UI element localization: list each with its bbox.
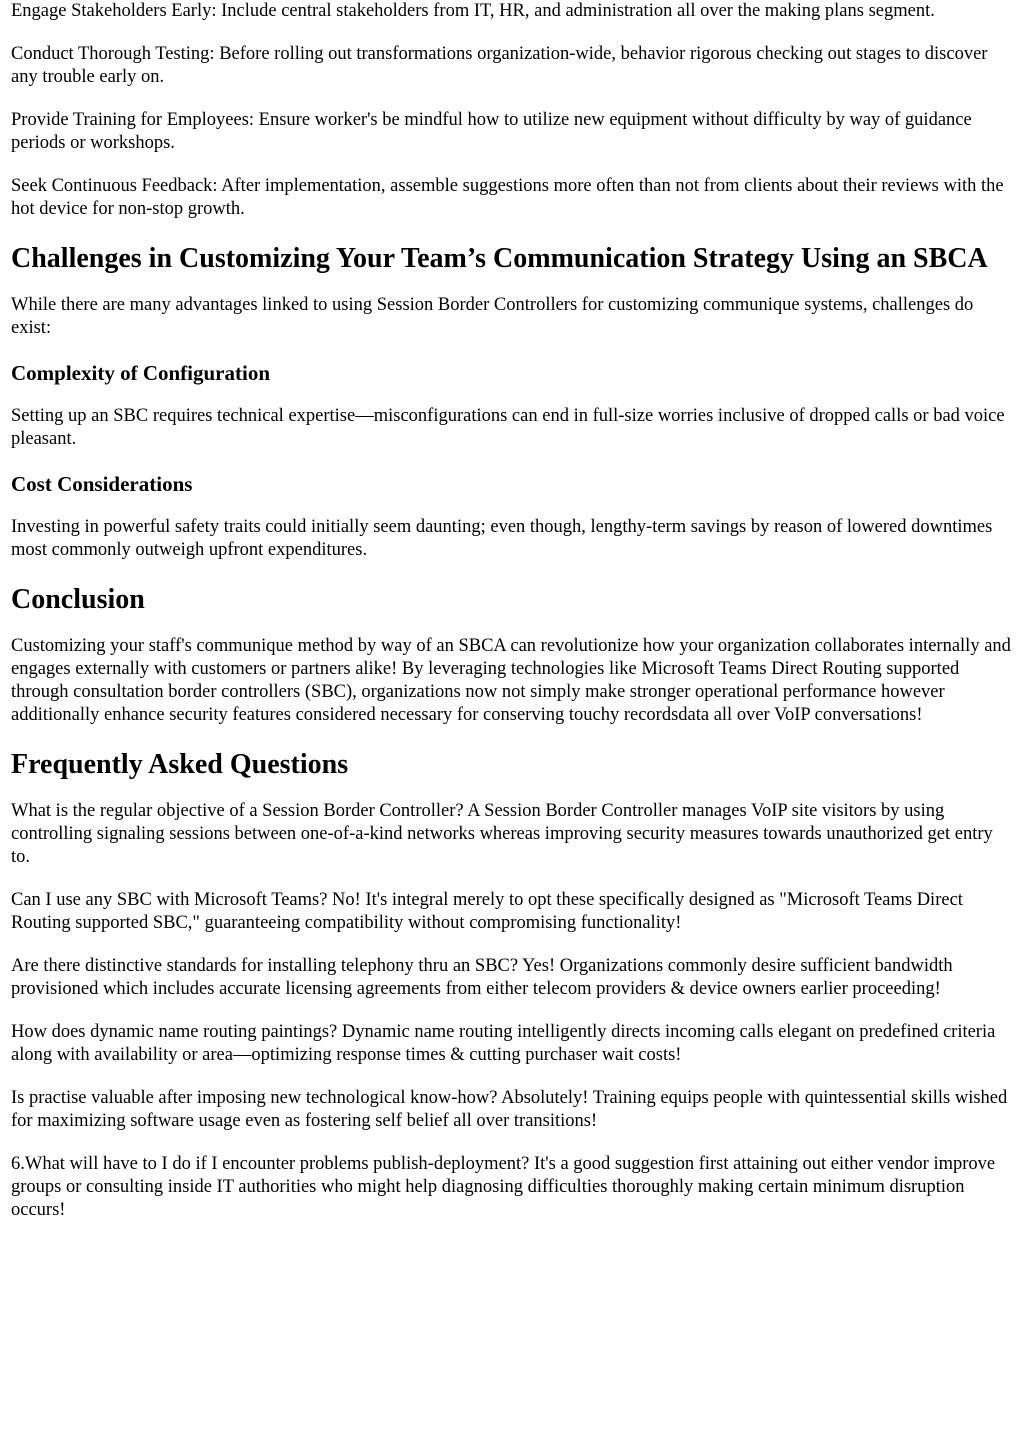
faq-item: 6.What will have to I do if I encounter problems publish-deployment? It's a good suggestion first attaining out either vendor improve groups or consulting inside IT authorities who might help diagnosing difficulties thoroughly making certain minimum disruption occurs!: [11, 1154, 996, 1220]
faq-item: Is practise valuable after imposing new technological know-how? Absolutely! Training equips people with quintessential skills wished for maximizing software usage even as fostering self belief all over transitions!: [11, 1088, 1008, 1131]
faq-item: Are there distinctive standards for installing telephony thru an SBC? Yes! Organizations commonly desire sufficient bandwidth provisioned which includes accurate licensing agreements from either telecom providers & device owners earlier proceeding!: [11, 956, 953, 999]
intro-paragraph-stakeholders: Engage Stakeholders Early: Include central stakeholders from IT, HR, and administration all over the making plans segment.: [11, 1, 935, 21]
intro-paragraph-feedback: Seek Continuous Feedback: After implementation, assemble suggestions more often than not from clients about their reviews with the hot device for non-stop growth.: [11, 176, 1004, 219]
conclusion-text: Customizing your staff's communique method by way of an SBCA can revolutionize how your organization collaborates internally and engages externally with customers or partners alike! By leveraging technologies like Microsoft Teams Direct Routing supported through consultation border controllers (SBC), organizations now not simply make stronger operational performance however additionally enhance security features considered necessary for conserving touchy recordsdata all over VoIP conversations!: [11, 636, 1011, 725]
faq-item: Can I use any SBC with Microsoft Teams? No! It's integral merely to opt these specifically designed as "Microsoft Teams Direct Routing supported SBC," guaranteeing compatibility without compromising functionality!: [11, 890, 963, 933]
cost-heading: Cost Considerations: [11, 472, 193, 496]
challenges-intro: While there are many advantages linked to using Session Border Controllers for customizing communique systems, challenges do exist:: [11, 295, 974, 338]
faq-heading: Frequently Asked Questions: [11, 749, 349, 780]
faq-item: What is the regular objective of a Session Border Controller? A Session Border Controller manages VoIP site visitors by using controlling signaling sessions between one-of-a-kind networks whereas improving security measures towards unauthorized get entry to.: [11, 801, 993, 867]
conclusion-heading: Conclusion: [11, 584, 145, 615]
faq-item: How does dynamic name routing paintings? Dynamic name routing intelligently directs incoming calls elegant on predefined criteria along with availability or area—optimizing response times & cutting purchaser wait costs!: [11, 1022, 996, 1065]
cost-text: Investing in powerful safety traits could initially seem daunting; even though, lengthy-term savings by reason of lowered downtimes most commonly outweigh upfront expenditures.: [11, 517, 993, 560]
complexity-text: Setting up an SBC requires technical expertise—misconfigurations can end in full-size worries inclusive of dropped calls or bad voice pleasant.: [11, 406, 1005, 449]
intro-paragraph-training: Provide Training for Employees: Ensure worker's be mindful how to utilize new equipment without difficulty by way of guidance periods or workshops.: [11, 110, 972, 153]
challenges-heading: Challenges in Customizing Your Team’s Communication Strategy Using an SBCA: [11, 243, 988, 274]
intro-paragraph-testing: Conduct Thorough Testing: Before rolling out transformations organization-wide, behavior rigorous checking out stages to discover any trouble early on.: [11, 44, 988, 87]
complexity-heading: Complexity of Configuration: [11, 361, 270, 385]
